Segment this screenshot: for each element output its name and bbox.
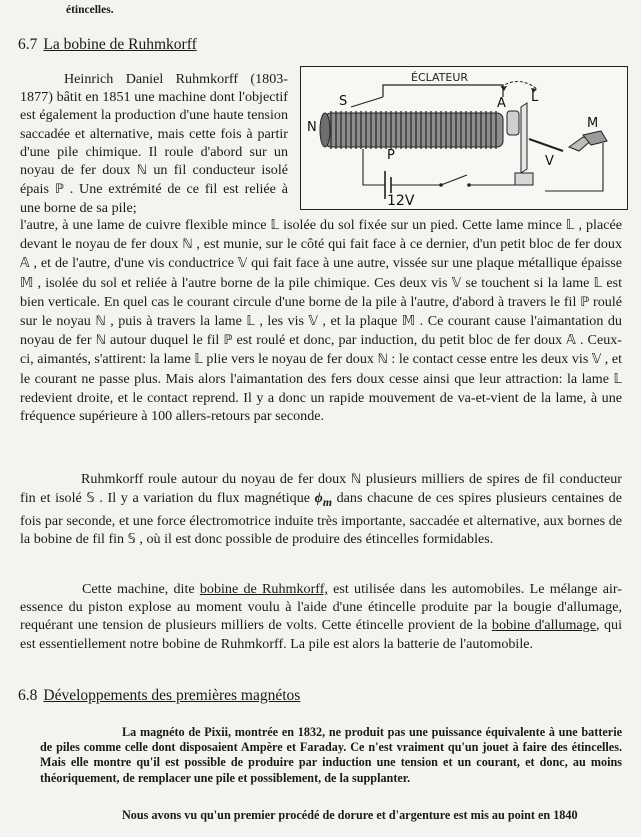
text-run: , où il est donc possible de produire des étincelles formidables. [135,531,494,548]
text-run: se touchent si la lame [461,274,594,291]
symbol-L: 𝕃 [246,314,255,330]
section-heading-6-8 [18,687,300,705]
symbol-P: ℙ [580,294,590,310]
text-run: redevient droite, et le contact reprend. Il y a donc un rapide mouvement de va-et-vient de la lame, à une fréquence supérieure à 100 allers-retours par seconde. [20,389,622,425]
symbol-L: 𝕃 [593,275,603,291]
symbol-N: ℕ [136,163,148,179]
text-run: , les vis [254,313,309,330]
text-run: un fil conducteur isolé épais [20,162,288,198]
symbol-phi-m [314,490,332,510]
symbol-N: ℕ [95,333,106,349]
symbol-V: 𝕍 [591,352,602,368]
screw-V [529,139,563,151]
section-number: 6.8 [18,687,38,704]
symbol-V: 𝕍 [237,256,248,272]
symbol-N: ℕ [182,237,193,253]
symbol-L: 𝕃 [194,352,203,368]
symbol-L: 𝕃 [270,218,280,233]
ruhmkorff-coil-diagram [300,66,628,210]
text-run: , et le courant ne passe plus. Mais alors l'aimantation des fers doux cesse ainsi que leur attraction: la lame [20,351,622,387]
text-run: , qui est essentiellement notre bobine de Ruhmkorff. La pile est alors la batterie de l'automobile. [20,617,622,652]
term-bobine-allumage: bobine d'allumage [491,617,596,634]
text-run: , placée devant le noyau de fer doux [20,217,622,253]
symbol-S: 𝕊 [86,491,95,507]
symbol-M: 𝕄 [20,275,34,291]
symbol-M: 𝕄 [401,314,416,330]
motion-arc [501,81,537,89]
text-run: : le contact cesse entre les deux vis [387,351,592,368]
text-run: dans chacune de ces spires plusieurs centaines de fois par seconde, et une force électromotrice induite très importante, saccadée et alternative, aux bornes de la bobine de fil fin [20,490,622,548]
symbol-V: 𝕍 [308,314,318,330]
text-run: , est munie, sur le côté qui fait face à ce dernier, d'un petit bloc de fer doux [192,236,622,253]
wire-S [351,97,383,107]
symbol-V: 𝕍 [451,275,462,291]
text-run: , et la plaque [317,313,402,330]
text-run: . Une extrémité de ce fil est reliée à une borne de sa pile; [20,181,288,217]
label-V: V [545,154,554,169]
symbol-P: ℙ [54,182,64,198]
blade-stand [515,173,533,185]
phi-subscript: m [322,496,332,510]
switch-lever [441,175,467,185]
text-run: roulé sur le noyau [20,293,622,330]
label-S: S [339,94,348,109]
term-bobine-ruhmkorff: bobine de Ruhmkorff, [199,581,328,597]
text-run: plie vers le noyau de fer doux [202,351,378,368]
text-run: est utilisée dans les automobiles. Le mélange air-essence du piston explose au moment voulu à l'aide d'une étincelle produite par la bougie d'allumage, requérant une tension de plusieurs milliers de volts. Cette étincelle provient de la [20,581,622,634]
symbol-A: 𝔸 [20,256,30,272]
paragraph-mechanism [20,216,622,425]
core-end [320,113,330,147]
section-heading-6-7 [18,36,197,54]
note-pixii: La magnéto de Pixii, montrée en 1832, ne produit pas une puissance équivalente à une batterie de piles comme celle dont disposaient Ampère et Faraday. Ce n'est vraiment qu'un jouet à faire des étincelles. Mais elle montre qu'il est possible de produire par induction une tension et un courant, et donc, au moins théoriquement, de remplacer une pile et possiblement, de la supplanter. [40,725,622,785]
text-run: , et de l'autre, d'une vis conductrice [29,255,238,272]
symbol-N: ℕ [95,314,106,330]
text-run: , isolée du sol et reliée à l'autre borne de la pile chimique. Ces deux vis [33,274,452,291]
text-run: qui fait face à une autre, vissée sur une plaque métallique épaisse [247,255,622,272]
top-fragment-text: étincelles. [66,4,114,16]
spark-gap-wire [383,85,503,97]
symbol-N: ℕ [377,352,388,368]
text-run: isolée du sol fixée sur un pied. Cette lame mince [279,217,566,233]
symbol-N: ℕ [350,472,362,487]
text-run: est bien verticale. En quel cas le courant circule d'une borne de la pile à l'autre, d'abord à travers le fil [20,274,623,310]
paragraph-intro [20,70,288,218]
wire-bottom-left [363,149,385,185]
symbol-L: 𝕃 [613,371,622,387]
label-A: A [497,96,506,111]
text-run: plusieurs milliers de spires de fil conducteur fin et isolé [20,471,623,507]
text-run: Ruhmkorff roule autour du noyau de fer doux [81,471,351,487]
label-L: L [531,90,539,105]
text-run: Heinrich Daniel Ruhmkorff (1803-1877) bâtit en 1851 une machine dont l'objectif est également la production d'une haute tension saccadée et alternative, mais cette fois à partir d'une pile chimique. Il roule d'abord sur un noyau de fer doux [20,71,288,179]
note-dorure: Nous avons vu qu'un premier procédé de dorure et d'argenture est mis au point en 1840 [122,808,578,822]
iron-block-A [507,111,519,135]
symbol-A: 𝔸 [566,333,576,349]
paragraph-automobile [20,580,622,653]
label-M: M [587,116,599,131]
symbol-P: ℙ [223,333,233,349]
switch-pivot [439,183,443,187]
section-number: 6.7 [18,36,38,53]
paragraph-induction [20,470,622,550]
text-run: est roulé et donc, par induction, du petit bloc de fer doux [232,332,567,349]
text-run: . Il y a variation du flux magnétique [94,490,315,507]
label-P: P [387,148,395,163]
text-run: autour duquel le fil [106,332,224,349]
symbol-L: 𝕃 [565,218,575,233]
label-eclateur: ÉCLATEUR [411,71,469,84]
text-run: Cette machine, dite [82,581,200,597]
section-title: La bobine de Ruhmkorff [43,36,197,53]
symbol-S: 𝕊 [127,532,136,548]
phi-glyph: ϕ [314,490,323,507]
label-battery: 12V [387,193,415,209]
text-run: . Ceux-ci, aimantés, s'attirent: la lame [20,332,622,368]
blade-L [521,103,527,173]
text-run: . Ce courant cause l'aimantation du noyau de fer [20,313,622,349]
label-N: N [307,120,317,135]
text-run: , puis à travers la lame [105,313,247,330]
text-run: l'autre, à une lame de cuivre flexible mince [20,217,271,233]
section-title: Développements des premières magnétos [43,687,301,704]
